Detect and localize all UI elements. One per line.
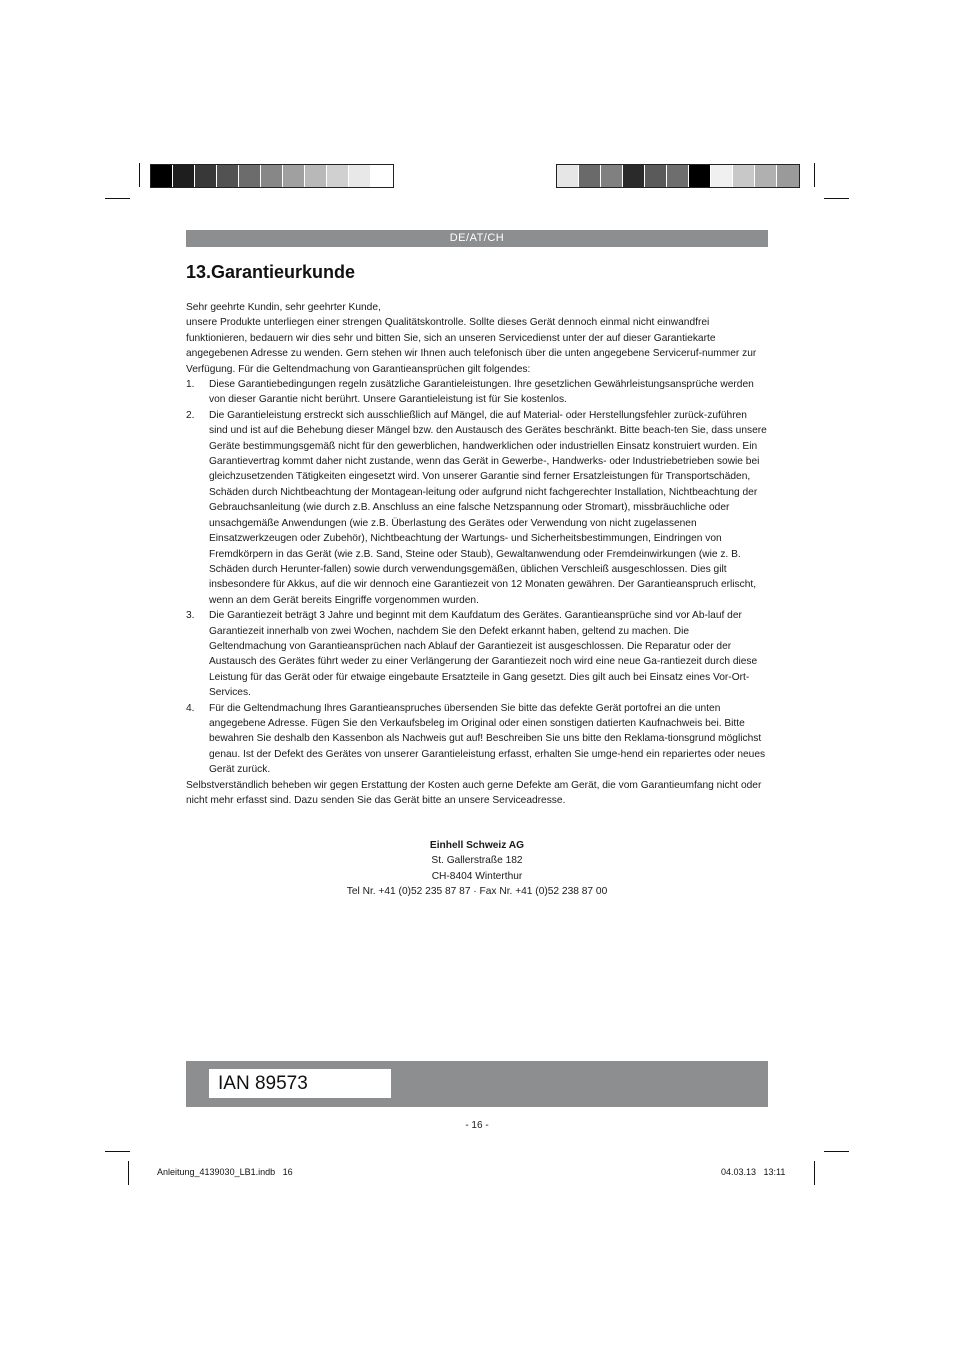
page-number: - 16 - — [465, 1120, 489, 1131]
color-swatch — [689, 165, 711, 187]
color-swatch — [557, 165, 579, 187]
color-calibration-bar-right — [556, 164, 800, 188]
service-address — [186, 838, 768, 900]
color-calibration-bar-left — [150, 164, 394, 188]
item-text: Für die Geltendmachung Ihres Garantieanspruches übersenden Sie bitte das defekte Gerät portofrei an die unten angegebene Adresse. Fügen Sie den Verkaufsbeleg im Original oder einen sonstigen datierten Kaufnachweis bei. Bitte bewahren Sie deshalb den Kassenbon als Nachweis gut auf! Beschreiben Sie uns bitte den Reklama-tionsgrund möglichst genau. Ist der Defekt des Gerätes von unserer Garantieleistung erfasst, erhalten Sie umge-hend ein repariertes oder neues Gerät zurück. — [209, 702, 766, 776]
color-swatch — [623, 165, 645, 187]
intro-paragraph: unsere Produkte unterliegen einer strengen Qualitätskontrolle. Sollte dieses Gerät dennoch einmal nicht einwandfrei funktionieren, bedauern wir dies sehr und bitten Sie, sich an unseren Servicedienst unter der auf dieser Garantiekarte angegebenen Adresse zu wenden. Gern stehen wir Ihnen auch telefonisch über die unten angegebene Serviceruf-nummer zur Verfügung. Für die Geltendmachung von Garantieansprüchen gilt folgendes: — [186, 317, 757, 375]
street: St. Gallerstraße 182 — [431, 855, 523, 867]
item-text: Diese Garantiebedingungen regeln zusätzliche Garantieleistungen. Ihre gesetzlichen Gewährleistungsansprüche werden von dieser Garantie nicht berührt. Unsere Garantieleistung ist für Sie kostenlos. — [209, 379, 754, 406]
color-swatch — [579, 165, 601, 187]
crop-mark — [814, 1161, 815, 1185]
list-item — [186, 408, 768, 608]
color-swatch — [239, 165, 261, 187]
city: CH-8404 Winterthur — [431, 870, 523, 882]
color-swatch — [327, 165, 349, 187]
closing-paragraph: Selbstverständlich beheben wir gegen Erstattung der Kosten auch gerne Defekte am Gerät, die vom Garantieumfang nicht oder nicht mehr erfasst sind. Dazu senden Sie das Gerät bitte an unsere Serviceadresse. — [186, 779, 762, 806]
phone-fax: Tel Nr. +41 (0)52 235 87 87 · Fax Nr. +41 (0)52 238 87 00 — [346, 886, 608, 898]
item-number: 1. — [186, 379, 195, 391]
item-text: Die Garantieleistung erstreckt sich ausschließlich auf Mängel, die auf Material- oder Herstellungsfehler zurück-zuführen sind und ist auf die Behebung dieser Mängel bzw. den Austausch des Gerätes beschränkt. Bitte beach-ten Sie, dass unsere Geräte bestimmungsgemäß nicht für den gewerblichen, handwerklichen oder industriellen Einsatz konstruiert wurden. Ein Garantievertrag kommt daher nicht zustande, wenn das Gerät in Gewerbe-, Handwerks- oder Industriebetrieben sowie bei gleichzusetzenden Tätigkeiten eingesetzt wird. Von unserer Garantie sind ferner Ersatzleistungen für Transportschäden, Schäden durch Nichtbeachtung der Montagean-leitung oder aufgrund nicht fachgerechter Installation, Nichtbeachtung der Gebrauchsanleitung (wie durch z.B. Anschluss an eine falsche Netzspannung oder Stromart), missbräuchliche oder unsachgemäße Anwendungen (wie z.B. Überlastung des Gerätes oder Verwendung von nicht zugelassenen Einsatzwerkzeugen oder Zubehör), Nichtbeachtung der Wartungs- und Sicherheitsbestimmungen, Eindringen von Fremdkörpern in das Gerät (wie z.B. Sand, Steine oder Staub), Gewaltanwendung oder Fremdeinwirkungen (wie z. B. Schäden durch Herunter-fallen) sowie durch verwendungsgemäßen, üblichen Verschleiß ausgeschlossen. Dies gilt insbesondere für Akkus, auf die wir dennoch eine Garantiezeit von 12 Monaten gewähren. Der Garantieanspruch erlischt, wenn an dem Gerät bereits Eingriffe vorgenommen wurden. — [209, 409, 767, 606]
color-swatch — [195, 165, 217, 187]
company-name: Einhell Schweiz AG — [429, 840, 525, 851]
warranty-text — [186, 300, 768, 808]
slug-filename: Anleitung_4139030_LB1.indb 16 — [157, 1167, 293, 1177]
color-swatch — [645, 165, 667, 187]
color-swatch — [305, 165, 327, 187]
crop-mark — [128, 1161, 129, 1185]
crop-mark — [105, 1151, 130, 1152]
color-swatch — [283, 165, 305, 187]
slug-timestamp: 04.03.13 13:11 — [721, 1167, 786, 1177]
list-item — [186, 701, 768, 778]
item-text: Die Garantiezeit beträgt 3 Jahre und beginnt mit dem Kaufdatum des Gerätes. Garantieansprüche sind vor Ab-lauf der Garantiezeit innerhalb von zwei Wochen, nachdem Sie den Defekt erkannt haben, geltend zu machen. Die Geltendmachung von Garantieansprüchen nach Ablauf der Garantiezeit ist ausgeschlossen. Die Reparatur oder der Austausch des Gerätes führt weder zu einer Verlängerung der Garantiezeit noch wird eine neue Ga-rantiezeit durch diese Leistung für das Gerät oder für etwaige eingebaute Ersatzteile in Gang gesetzt. Dies gilt auch bei Einsatz eines Vor-Ort-Services. — [209, 610, 758, 699]
color-swatch — [261, 165, 283, 187]
region-header: DE/AT/CH — [186, 230, 768, 247]
color-swatch — [349, 165, 371, 187]
crop-mark — [824, 1151, 849, 1152]
color-swatch — [173, 165, 195, 187]
item-number: 3. — [186, 610, 195, 622]
greeting: Sehr geehrte Kundin, sehr geehrter Kunde, — [186, 302, 381, 313]
color-swatch — [217, 165, 239, 187]
item-number: 4. — [186, 702, 195, 714]
conditions-list — [186, 377, 768, 778]
crop-mark — [824, 198, 849, 199]
crop-mark — [814, 163, 815, 187]
color-swatch — [371, 165, 393, 187]
color-swatch — [601, 165, 623, 187]
color-swatch — [711, 165, 733, 187]
list-item — [186, 377, 768, 408]
color-swatch — [777, 165, 799, 187]
item-number: 2. — [186, 409, 195, 421]
list-item — [186, 608, 768, 700]
color-swatch — [151, 165, 173, 187]
page-title: 13.Garantieurkunde — [186, 262, 356, 282]
crop-mark — [139, 163, 140, 187]
color-swatch — [733, 165, 755, 187]
ian-number: IAN 89573 — [209, 1069, 391, 1098]
color-swatch — [667, 165, 689, 187]
crop-mark — [105, 198, 130, 199]
color-swatch — [755, 165, 777, 187]
